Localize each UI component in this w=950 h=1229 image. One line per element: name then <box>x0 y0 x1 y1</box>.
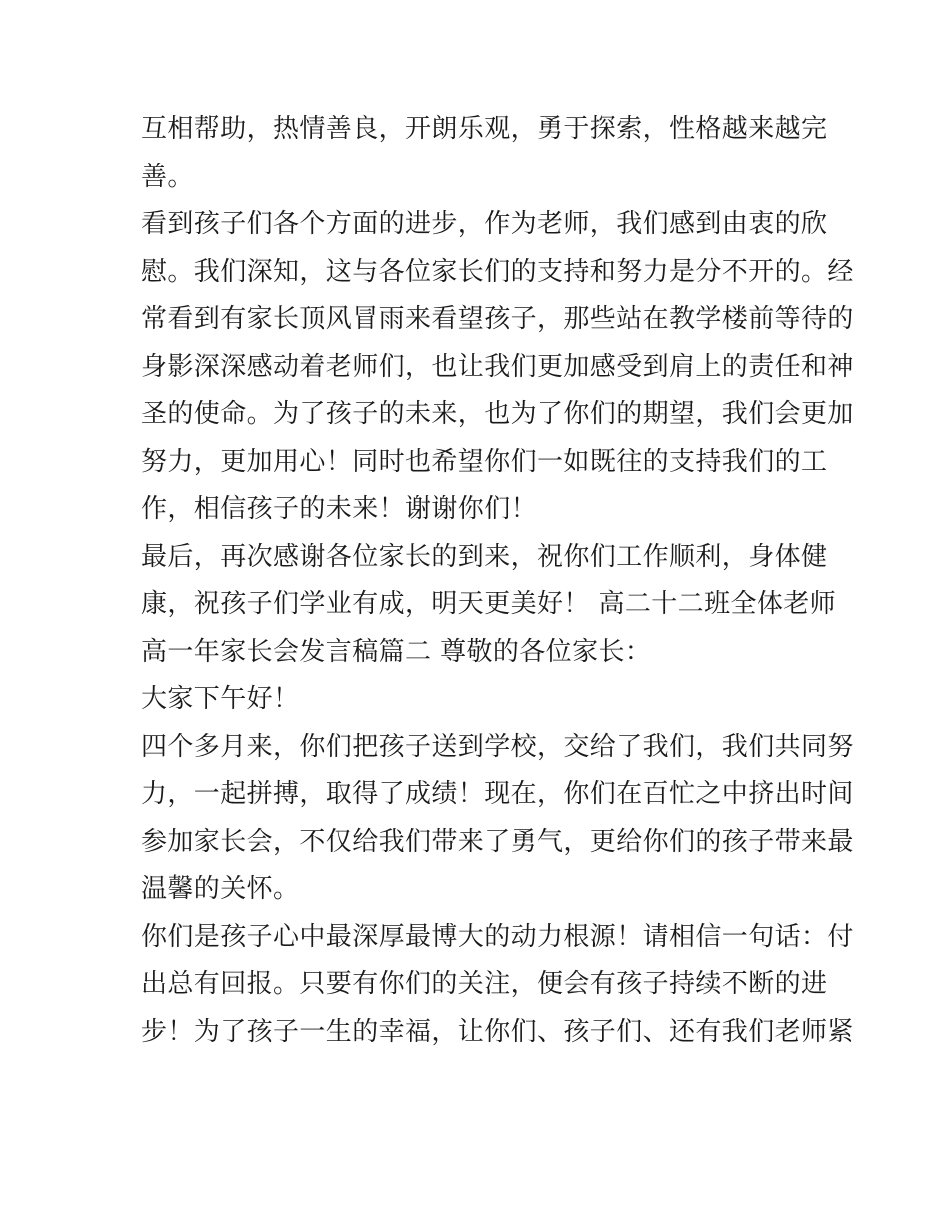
text-line: 高一年家长会发言稿篇二 尊敬的各位家长： <box>141 636 652 667</box>
text-line: 大家下午好！ <box>141 684 300 714</box>
text-line: 温馨的关怀。 <box>141 874 300 904</box>
text-line: 参加家长会，不仅给我们带来了勇气，更给你们的孩子带来最 <box>141 826 854 857</box>
text-line: 看到孩子们各个方面的进步，作为老师，我们感到由衷的欣 <box>141 209 828 239</box>
text-line: 身影深深感动着老师们，也让我们更加感受到肩上的责任和神 <box>141 351 854 382</box>
text-line: 出总有回报。只要有你们的关注，便会有孩子持续不断的进 <box>141 969 828 999</box>
text-line: 圣的使命。为了孩子的未来，也为了你们的期望，我们会更加 <box>141 399 854 429</box>
text-line: 作，相信孩子的未来！谢谢你们！ <box>141 494 538 524</box>
text-line: 善。 <box>141 161 194 192</box>
text-line: 互相帮助，热情善良，开朗乐观，勇于探索，性格越来越完 <box>141 114 828 144</box>
text-line: 最后，再次感谢各位家长的到来，祝你们工作顺利，身体健 <box>141 541 828 572</box>
text-line: 康，祝孩子们学业有成，明天更美好！ 高二十二班全体老师 <box>141 589 837 619</box>
text-line: 常看到有家长顶风冒雨来看望孩子，那些站在教学楼前等待的 <box>141 304 854 334</box>
text-line: 力，一起拼搏，取得了成绩！现在，你们在百忙之中挤出时间 <box>141 779 854 809</box>
text-line: 努力，更加用心！同时也希望你们一如既往的支持我们的工 <box>141 446 828 477</box>
text-line: 慰。我们深知，这与各位家长们的支持和努力是分不开的。经 <box>141 256 854 287</box>
text-line: 你们是孩子心中最深厚最博大的动力根源！请相信一句话：付 <box>141 921 854 952</box>
text-line: 四个多月来，你们把孩子送到学校，交给了我们，我们共同努 <box>141 731 854 762</box>
text-line: 步！为了孩子一生的幸福，让你们、孩子们、还有我们老师紧 <box>141 1016 854 1047</box>
document-body <box>141 106 854 1056</box>
